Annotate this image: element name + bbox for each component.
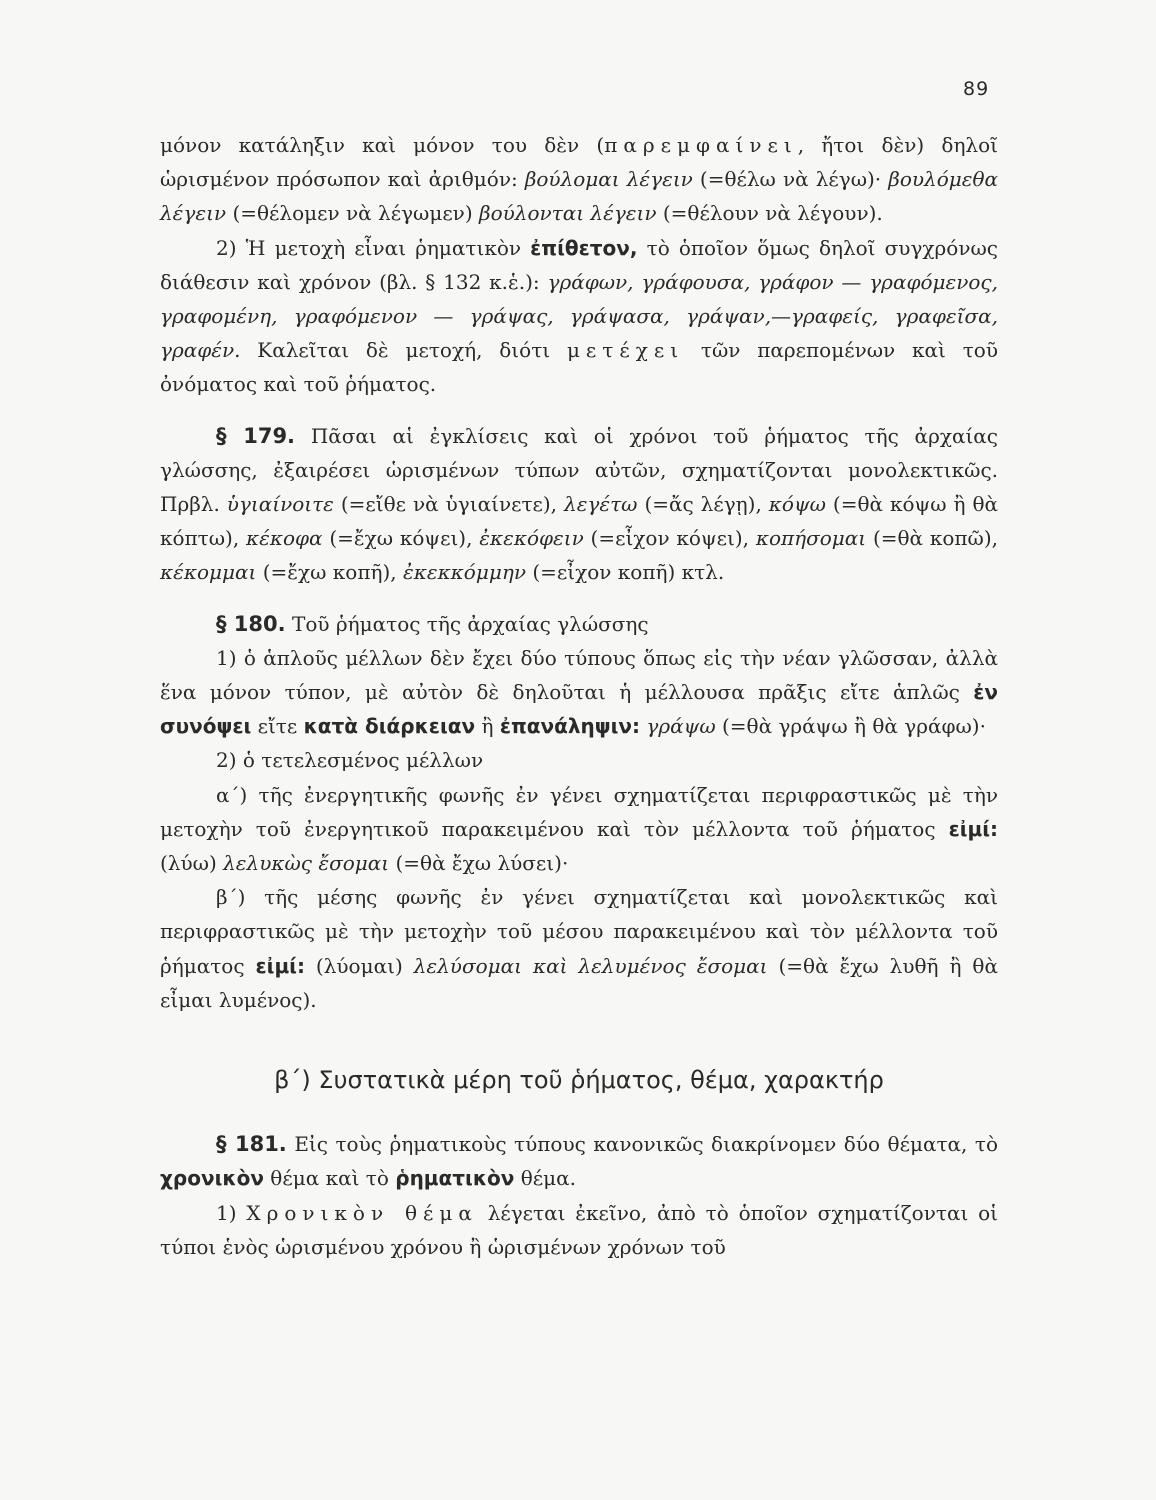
section-number: § 179. [216,423,296,448]
page-body [160,128,998,1264]
text: Τοῦ ῥήματος τῆς ἀρχαίας γλώσσης [285,611,649,636]
example: βούλονται λέγειν [479,201,657,226]
paragraph-participle [160,231,998,402]
text: (λύω) [160,851,224,876]
example: κόψω [768,492,826,517]
text: θέμα. [514,1166,577,1191]
bold-term: ἐπίθετον, [530,235,638,260]
text: , ἤτοι δὲν) δηλοῖ ὡρισμένον πρόσωπον καὶ ἀριθμόν: [160,133,998,192]
bold-term: εἰμί: [255,953,305,978]
bold-term: εἰμί: [948,816,998,841]
spaced-term: Χρονικὸν θέμα [246,1200,478,1225]
example: λελύσομαι καὶ λελυμένος ἔσομαι [413,953,768,978]
text: 1) ὁ ἁπλοῦς μέλλων δὲν ἔχει δύο τύπους ὅπως εἰς τὴν νέαν γλῶσσαν, ἀλλὰ ἕνα μόνον τύπον, μὲ αὐτὸν δὲ δηλοῦται ἡ μέλλουσα πρᾶξις εἴτε ἁπλῶς [160,645,998,705]
text: θέμα καὶ τὸ [263,1166,396,1191]
text: Καλεῖται δὲ μετοχή, διότι [240,338,567,363]
example: ἐκεκόφειν [479,526,584,551]
section-number: § 180. [216,611,286,636]
text: (=θέλομεν νὰ λέγωμεν) [226,201,480,226]
text: (=θὰ ἔχω λυθῆ ἢ θὰ εἶμαι λυμένος). [160,953,998,1012]
bold-term: ἐπανάληψιν: [499,714,641,739]
example: λελυκὼς ἔσομαι [223,851,390,876]
example: λεγέτω [564,492,638,517]
section-number: § 181. [216,1132,287,1157]
section-181-point-1 [160,1196,998,1264]
section-180 [160,607,998,641]
text: ἢ [475,714,500,739]
text: (=θὰ γράψω ἢ θὰ γράφω)· [715,714,986,739]
text: α΄) τῆς ἐνεργητικῆς φωνῆς ἐν γένει σχηματίζεται περιφραστικῶς μὲ τὴν μετοχὴν τοῦ ἐνεργητικοῦ παρακειμένου καὶ τὸν μέλλοντα τοῦ ῥήματος [160,782,998,841]
text: (=θὰ ἔχω λύσει)· [389,851,569,876]
example: κέκοφα [246,526,323,551]
text: Πᾶσαι αἱ ἐγκλίσεις καὶ οἱ χρόνοι τοῦ ῥήματος τῆς ἀρχαίας γλώσσης, ἐξαιρέσει ὡρισμένων τύπων αὐτῶν, σχηματίζονται μονολεκτικῶς. Πρβλ. [160,423,998,517]
section-180-point-2: 2) ὁ τετελεσμένος μέλλων [216,748,484,773]
text: β΄) τῆς μέσης φωνῆς ἐν γένει σχηματίζεται καὶ μονολεκτικῶς καὶ περιφραστικῶς μὲ τὴν μετοχὴν τοῦ μέσου παρακειμένου καὶ τὸν μέλλοντα τοῦ ῥήματος [160,885,998,978]
example: βούλομαι λέγειν [524,167,693,192]
text: (=ἔχω κοπῆ), [256,560,403,585]
section-180-point-1 [160,641,998,744]
text: λέγεται ἐκεῖνο, ἀπὸ τὸ ὁποῖον σχηματίζονται οἱ τύποι ἑνὸς ὡρισμένου χρόνου ἢ ὡρισμένων χρόνων τοῦ [160,1200,999,1259]
text: μόνον κατάληξιν καὶ μόνον του δὲν ( [160,133,605,157]
text: (=εἶχον κοπῆ) κτλ. [525,560,725,585]
section-179 [160,419,998,590]
text: (=θὰ κόψω ἢ θὰ κόπτω), [160,492,998,551]
text: (=εἶχον κόψει), [583,526,756,551]
bold-term: ῥηματικὸν [395,1166,515,1191]
example: ὑγιαίνοιτε [226,492,334,517]
text: (=θέλω νὰ λέγω)· [692,167,889,192]
text: (=θέλουν νὰ λέγουν). [656,201,883,226]
paragraph-infinitive [160,128,998,231]
text: Εἰς τοὺς ῥηματικοὺς τύπους κανονικῶς διακρίνομεν δύο θέματα, τὸ [286,1132,999,1157]
text: εἴτε [251,714,304,739]
text: 1) [216,1200,247,1225]
example: κέκομμαι [160,560,257,585]
text: (=θὰ κοπῶ), [866,526,999,551]
chapter-heading: β΄) Συστατικὰ μέρη τοῦ ῥήματος, θέμα, χαρακτήρ [274,1066,884,1095]
bold-term: ἐν συνόψει [160,680,998,739]
example: γράφων, γράφουσα, γράφον — γραφόμενος, γραφομένη, γραφόμενον — γράψας, γράψασα, γράψαν,—γραφείς, γραφεῖσα, γραφέν. [160,269,998,363]
section-181 [160,1127,998,1195]
spaced-term: μετέχει [566,338,685,363]
spaced-term: παρεμφαίνει [604,133,798,157]
text: (λύομαι) [304,953,414,978]
page-number: 89 [963,78,990,100]
text: (=ἔχω κόψει), [322,526,480,551]
text: τὸ ὁποῖον ὅμως δηλοῖ συγχρόνως διάθεσιν καὶ χρόνον (βλ. § 132 κ.ἑ.): [160,235,999,294]
bold-term: χρονικὸν [160,1166,264,1191]
text: (=εἴθε νὰ ὑγιαίνετε), [333,492,565,517]
section-180-point-2b [160,880,998,1017]
bold-term: κατὰ διάρκειαν [303,714,476,739]
text: 2) Ἡ μετοχὴ εἶναι ῥηματικὸν [216,235,531,260]
example: ἐκεκκόμμην [402,560,526,585]
example: κοπήσομαι [755,526,867,551]
text: τῶν παρεπομένων καὶ τοῦ ὀνόματος καὶ τοῦ ῥήματος. [160,338,998,397]
section-180-point-2a [160,778,998,881]
example: βουλόμεθα λέγειν [160,167,999,226]
text: (=ἄς λέγῃ), [637,492,769,517]
example: γράψω [646,714,716,739]
